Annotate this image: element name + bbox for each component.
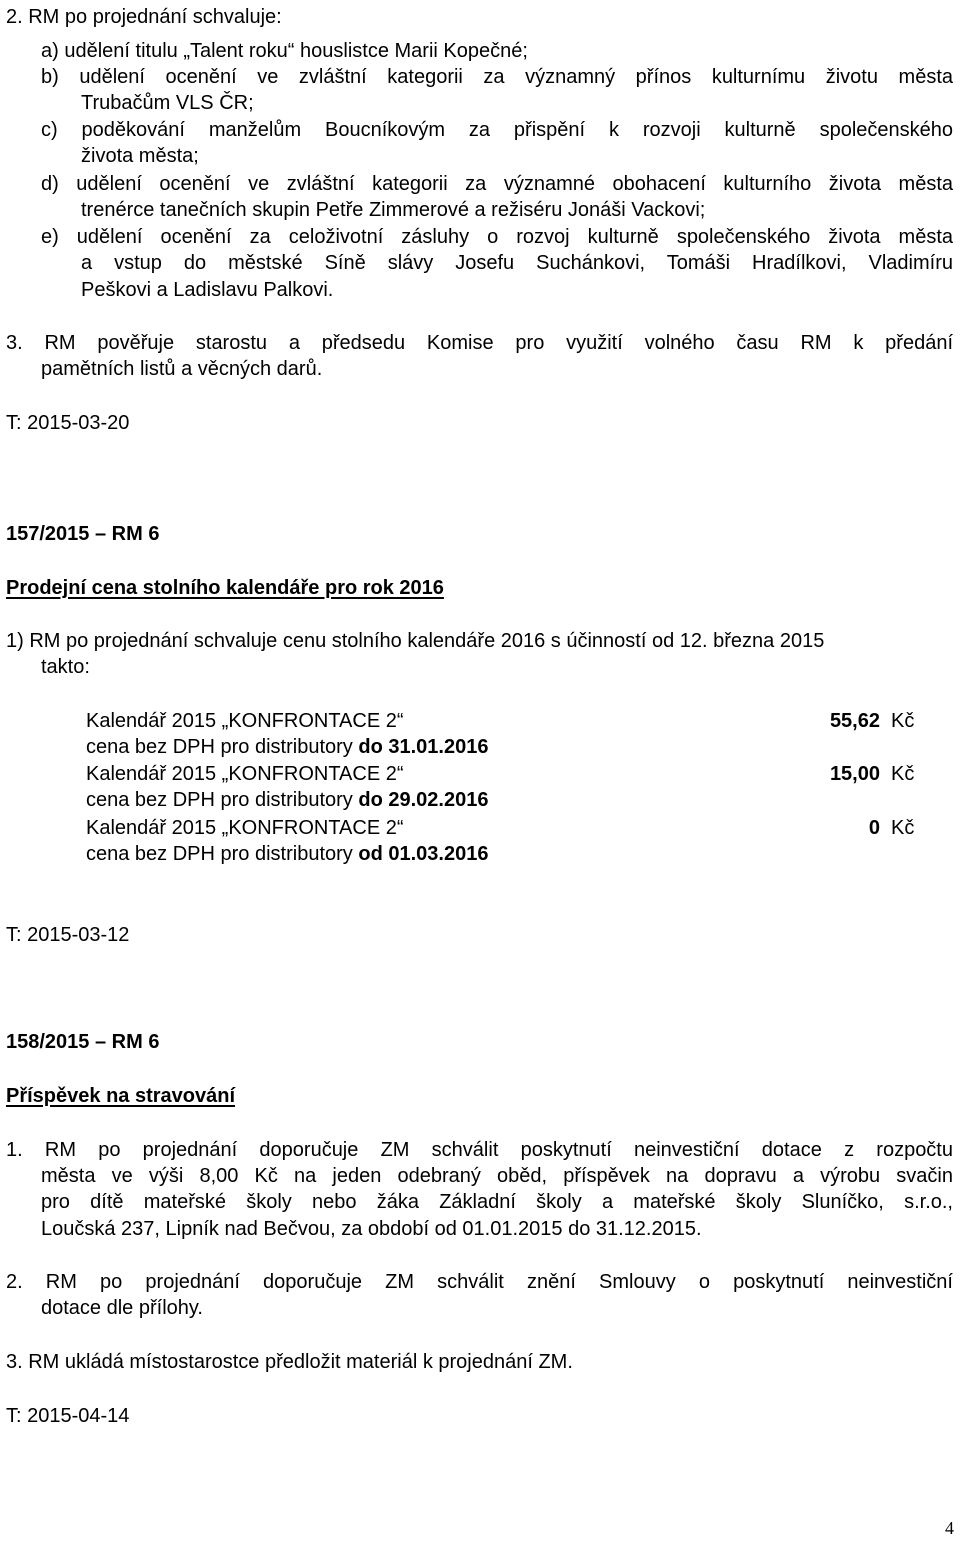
price-item-name: Kalendář 2015 „KONFRONTACE 2“ <box>86 817 404 839</box>
price-item-price: 15,00 <box>829 763 880 785</box>
item-2b-line1: b) udělení ocenění ve zvláštní kategorii za významný přínos kulturnímu životu města <box>41 66 953 88</box>
item-2e-line2: a vstup do městské Síně slávy Josefu Suchánkovi, Tomáši Hradílkovi, Vladimíru <box>81 252 953 274</box>
item-158-2-line1: 2. RM po projednání doporučuje ZM schválit znění Smlouvy o poskytnutí neinvestiční <box>6 1271 953 1293</box>
item-2c-line2: života města; <box>81 145 199 167</box>
price-item-name: Kalendář 2015 „KONFRONTACE 2“ <box>86 710 404 732</box>
resolution-157-text-line1: 1) RM po projednání schvaluje cenu stolního kalendáře 2016 s účinností od 12. března 2015 <box>6 630 825 652</box>
resolution-157-number: 157/2015 – RM 6 <box>6 523 160 545</box>
price-item-desc: cena bez DPH pro distributory do 31.01.2016 <box>86 736 489 758</box>
price-item-price: 0 <box>868 817 880 839</box>
resolution-157-text-line2: takto: <box>41 656 90 678</box>
deadline-1: T: 2015-03-20 <box>6 412 130 434</box>
item-2c-line1: c) poděkování manželům Boucníkovým za přispění k rozvoji kulturně společenského <box>41 119 953 141</box>
item-158-1-line3: pro dítě mateřské školy nebo žáka Základní školy a mateřské školy Sluníčko, s.r.o., <box>41 1191 953 1213</box>
item-158-3: 3. RM ukládá místostarostce předložit materiál k projednání ZM. <box>6 1351 573 1373</box>
price-item-desc: cena bez DPH pro distributory do 29.02.2016 <box>86 789 489 811</box>
item-158-2-line2: dotace dle přílohy. <box>41 1297 203 1319</box>
deadline-158: T: 2015-04-14 <box>6 1405 130 1427</box>
item-158-1-line1: 1. RM po projednání doporučuje ZM schválit poskytnutí neinvestiční dotace z rozpočtu <box>6 1139 953 1161</box>
item-2a: a) udělení titulu „Talent roku“ houslistce Marii Kopečné; <box>41 40 528 62</box>
item-2d-line1: d) udělení ocenění ve zvláštní kategorii za významné obohacení kulturního života města <box>41 173 953 195</box>
item-158-1-line2: města ve výši 8,00 Kč na jeden odebraný oběd, příspěvek na dopravu a výrobu svačin <box>41 1165 953 1187</box>
price-item-currency: Kč <box>891 710 915 732</box>
resolution-157-title: Prodejní cena stolního kalendáře pro rok 2016 <box>6 577 444 599</box>
resolution-158-title: Příspěvek na stravování <box>6 1085 236 1107</box>
price-item-currency: Kč <box>891 817 915 839</box>
item-158-1-line4: Loučská 237, Lipník nad Bečvou, za období od 01.01.2015 do 31.12.2015. <box>41 1218 702 1240</box>
price-item-condition: od 01.03.2016 <box>358 843 489 865</box>
price-item-name: Kalendář 2015 „KONFRONTACE 2“ <box>86 763 404 785</box>
price-item-condition: do 31.01.2016 <box>358 736 489 758</box>
price-item-price: 55,62 <box>829 710 880 732</box>
item-2d-line2: trenérce tanečních skupin Petře Zimmerové a režiséru Jonáši Vackovi; <box>81 199 706 221</box>
item-2e-line3: Peškovi a Ladislavu Palkovi. <box>81 279 334 301</box>
item-2-heading: 2. RM po projednání schvaluje: <box>6 6 282 28</box>
deadline-157: T: 2015-03-12 <box>6 924 130 946</box>
price-item-desc: cena bez DPH pro distributory od 01.03.2016 <box>86 843 489 865</box>
price-item-condition: do 29.02.2016 <box>358 789 489 811</box>
price-item-currency: Kč <box>891 763 915 785</box>
item-2e-line1: e) udělení ocenění za celoživotní zásluhy o rozvoj kulturně společenského života města <box>41 226 953 248</box>
item-3-line2: pamětních listů a věcných darů. <box>41 358 323 380</box>
item-3-line1: 3. RM pověřuje starostu a předsedu Komise pro využití volného času RM k předání <box>6 332 953 354</box>
item-2b-line2: Trubačům VLS ČR; <box>81 92 254 114</box>
page-number: 4 <box>945 1518 954 1538</box>
resolution-158-number: 158/2015 – RM 6 <box>6 1031 160 1053</box>
